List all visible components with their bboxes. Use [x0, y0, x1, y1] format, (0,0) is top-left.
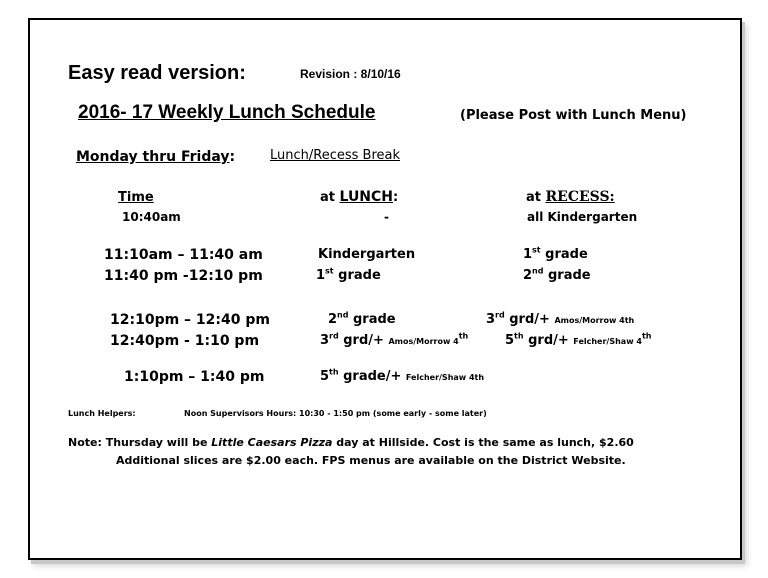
row-lunch: 3rd grd/+ Amos/Morrow 4th	[320, 331, 469, 348]
row-recess: 1st grade	[523, 245, 588, 262]
row-recess: 5th grd/+ Felcher/Shaw 4th	[505, 331, 652, 348]
post-instruction: (Please Post with Lunch Menu)	[460, 108, 687, 123]
row-lunch: Kindergarten	[318, 247, 416, 262]
break-label: Lunch/Recess Break	[270, 148, 400, 163]
supervisor-hours: Noon Supervisors Hours: 10:30 - 1:50 pm (some early - some later)	[184, 409, 487, 418]
row-lunch: 2nd grade	[328, 310, 396, 327]
row-lunch: 5th grade/+ Felcher/Shaw 4th	[320, 367, 485, 384]
document-frame	[28, 18, 742, 560]
note-line-1: Note: Thursday will be Little Caesars Pizza day at Hillside. Cost is the same as lunch, $2.60	[68, 436, 634, 449]
row-time: 11:40 pm -12:10 pm	[104, 268, 263, 284]
revision-date: Revision : 8/10/16	[300, 67, 401, 81]
row-time: 12:10pm – 12:40 pm	[110, 312, 270, 328]
note-line-2: Additional slices are $2.00 each. FPS menus are available on the District Website.	[116, 454, 626, 467]
row-recess: 2nd grade	[523, 266, 591, 283]
row-recess: all Kindergarten	[527, 210, 638, 224]
days-heading: Monday thru Friday:	[76, 149, 236, 165]
row-recess: 3rd grd/+ Amos/Morrow 4th	[486, 310, 635, 327]
lunch-helpers-label: Lunch Helpers:	[68, 409, 136, 418]
time-column-header: Time	[118, 190, 154, 205]
easy-read-heading: Easy read version:	[68, 62, 246, 84]
schedule-title: 2016- 17 Weekly Lunch Schedule	[78, 102, 376, 123]
row-lunch: -	[384, 210, 389, 224]
row-time: 12:40pm - 1:10 pm	[110, 333, 260, 349]
row-time: 1:10pm – 1:40 pm	[124, 369, 265, 385]
row-time: 11:10am – 11:40 am	[104, 247, 263, 263]
row-lunch: 1st grade	[316, 266, 381, 283]
recess-column-header: at RECESS:	[526, 189, 615, 205]
row-time: 10:40am	[122, 210, 181, 224]
lunch-column-header: at LUNCH:	[320, 189, 399, 205]
